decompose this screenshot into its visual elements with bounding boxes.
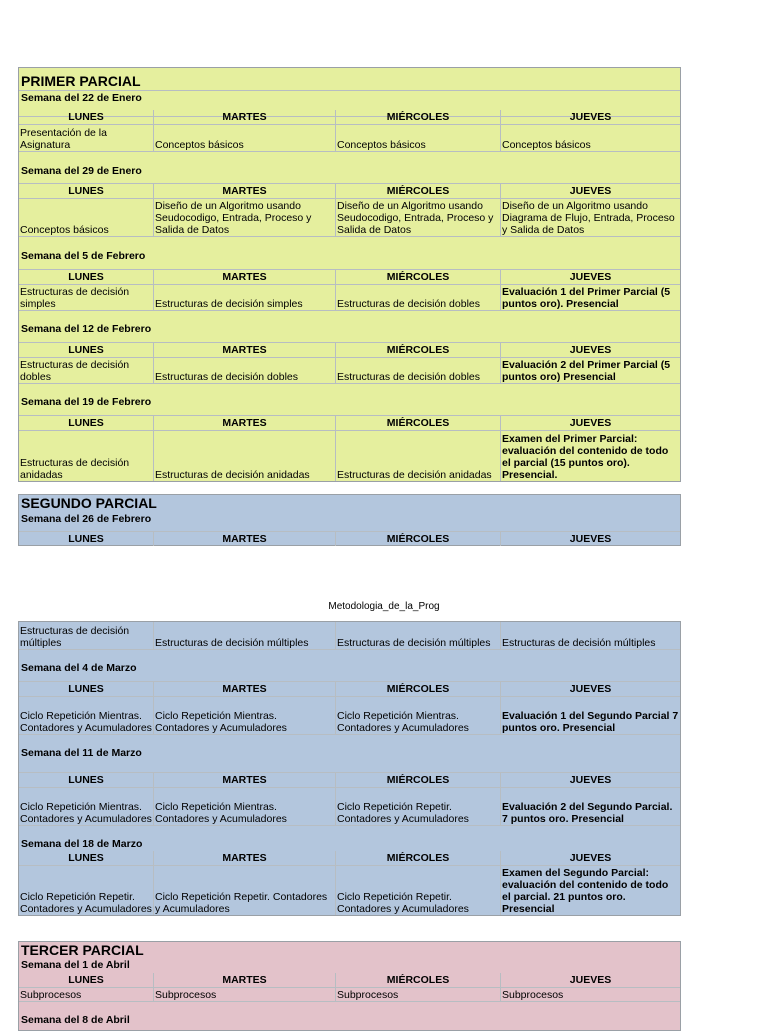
week-label: Semana del 12 de Febrero [21,323,152,335]
cell-jueves: Evaluación 2 del Segundo Parcial. 7 puntos oro. Presencial [502,801,673,825]
day-header-miercoles: MIÉRCOLES [336,682,501,696]
cell-martes: Estructuras de decisión múltiples [154,622,336,649]
segundo-parcial-continued-block [18,621,681,916]
cell-martes: Conceptos básicos [154,124,336,151]
segundo-parcial-block [18,494,681,546]
day-header-miercoles: MIÉRCOLES [336,532,501,546]
day-header-lunes: LUNES [19,532,154,546]
day-header-martes: MARTES [154,532,336,546]
cell-miercoles: Conceptos básicos [336,124,501,151]
cell-miercoles: Ciclo Repetición Repetir. Contadores y Acumuladores [336,865,501,915]
cell-jueves: Evaluación 1 del Primer Parcial (5 puntos oro). Presencial [502,286,671,310]
day-header-martes: MARTES [154,851,336,865]
day-header-jueves: JUEVES [569,344,612,356]
day-header-jueves: JUEVES [569,271,612,283]
week-label: Semana del 29 de Enero [21,165,142,177]
cell-martes: Ciclo Repetición Mientras. Contadores y Acumuladores [154,695,336,734]
day-header-jueves: JUEVES [569,683,612,695]
day-header-miercoles: MIÉRCOLES [336,851,501,865]
day-header-lunes: LUNES [19,773,154,787]
schedule-row [19,865,680,915]
day-header-miercoles: MIÉRCOLES [336,343,501,357]
week-label: Semana del 5 de Febrero [21,250,146,262]
section-title: TERCER PARCIAL [21,942,144,958]
day-header-martes: MARTES [154,773,336,787]
day-header-martes: MARTES [154,682,336,696]
primer-parcial-block [18,67,681,482]
day-header-miercoles: MIÉRCOLES [336,416,501,430]
cell-jueves: Diseño de un Algoritmo usando Diagrama de Flujo, Entrada, Proceso y Salida de Datos [502,200,675,236]
day-header-row [19,851,680,866]
day-header-martes: MARTES [154,343,336,357]
section-title: SEGUNDO PARCIAL [21,495,157,511]
cell-lunes: Estructuras de decisión dobles [19,356,154,383]
cell-martes: Estructuras de decisión dobles [154,356,336,383]
cell-jueves: Evaluación 2 del Primer Parcial (5 puntos oro) Presencial [502,359,671,383]
tercer-parcial-block [18,941,681,1031]
cell-jueves: Examen del Primer Parcial: evaluación del contenido de todo el parcial (15 puntos oro). Presencial. [502,433,669,481]
cell-jueves: Evaluación 1 del Segundo Parcial 7 puntos oro. Presencial [502,710,679,734]
cell-lunes: Estructuras de decisión simples [19,283,154,310]
day-header-jueves: JUEVES [569,974,612,986]
section-title: PRIMER PARCIAL [21,73,141,89]
cell-miercoles: Ciclo Repetición Repetir. Contadores y Acumuladores [336,786,501,825]
cell-lunes: Ciclo Repetición Mientras. Contadores y Acumuladores [19,786,154,825]
day-header-lunes: LUNES [19,270,154,284]
cell-miercoles: Estructuras de decisión múltiples [336,622,501,649]
cell-lunes: Estructuras de decisión múltiples [19,622,154,649]
schedule-row [19,356,680,384]
day-header-jueves: JUEVES [569,417,612,429]
day-header-lunes: LUNES [19,851,154,865]
day-header-martes: MARTES [154,416,336,430]
cell-miercoles: Estructuras de decisión anidadas [336,429,501,481]
day-header-lunes: LUNES [19,682,154,696]
cell-lunes: Ciclo Repetición Repetir. Contadores y Acumuladores [19,865,154,915]
cell-lunes: Presentación de la Asignatura [19,124,154,151]
week-label: Semana del 8 de Abril [21,1014,130,1026]
week-label: Semana del 22 de Enero [21,92,142,104]
schedule-row [19,124,680,152]
day-header-jueves: JUEVES [569,111,612,123]
day-header-martes: MARTES [154,110,336,124]
day-header-lunes: LUNES [19,416,154,430]
schedule-row [19,786,680,826]
schedule-row [19,695,680,735]
cell-martes: Estructuras de decisión anidadas [154,429,336,481]
week-label: Semana del 19 de Febrero [21,396,152,408]
day-header-lunes: LUNES [19,184,154,198]
cell-miercoles: Estructuras de decisión dobles [336,283,501,310]
cell-jueves: Examen del Segundo Parcial: evaluación del contenido de todo el parcial. 21 puntos oro. Presencial [502,867,669,915]
schedule-row [19,429,680,481]
cell-jueves: Estructuras de decisión múltiples [502,637,656,649]
day-header-row [19,110,680,125]
day-header-miercoles: MIÉRCOLES [336,973,501,987]
day-header-jueves: JUEVES [569,852,612,864]
day-header-row [19,531,680,546]
cell-miercoles: Ciclo Repetición Mientras. Contadores y Acumuladores [336,695,501,734]
week-label: Semana del 4 de Marzo [21,662,137,674]
day-header-miercoles: MIÉRCOLES [336,270,501,284]
day-header-lunes: LUNES [19,110,154,124]
schedule-row [19,197,680,237]
cell-jueves: Subprocesos [502,989,564,1001]
day-header-jueves: JUEVES [569,774,612,786]
cell-lunes: Estructuras de decisión anidadas [19,429,154,481]
cell-jueves: Conceptos básicos [502,139,591,151]
day-header-row [19,973,680,988]
day-header-miercoles: MIÉRCOLES [336,773,501,787]
cell-miercoles: Diseño de un Algoritmo usando Seudocodigo, Entrada, Proceso y Salida de Datos [336,197,501,236]
cell-martes: Diseño de un Algoritmo usando Seudocodigo, Entrada, Proceso y Salida de Datos [154,197,336,236]
primer-parcial-title-row [19,68,680,91]
week-label: Semana del 1 de Abril [21,959,130,971]
day-header-martes: MARTES [154,270,336,284]
day-header-jueves: JUEVES [569,533,612,545]
cell-lunes: Ciclo Repetición Mientras. Contadores y Acumuladores [19,695,154,734]
page-footer: Metodologia_de_la_Prog [328,601,440,612]
schedule-row [19,622,680,650]
week-label: Semana del 18 de Marzo [21,838,143,850]
day-header-lunes: LUNES [19,973,154,987]
cell-martes: Estructuras de decisión simples [154,283,336,310]
day-header-martes: MARTES [154,973,336,987]
week-label: Semana del 26 de Febrero [21,513,152,525]
schedule-row [19,987,680,1002]
cell-miercoles: Estructuras de decisión dobles [336,356,501,383]
schedule-row [19,283,680,311]
cell-martes: Ciclo Repetición Repetir. Contadores y Acumuladores [154,865,336,915]
day-header-jueves: JUEVES [569,185,612,197]
cell-martes: Ciclo Repetición Mientras. Contadores y Acumuladores [154,786,336,825]
day-header-miercoles: MIÉRCOLES [336,184,501,198]
day-header-lunes: LUNES [19,343,154,357]
day-header-miercoles: MIÉRCOLES [336,110,501,124]
day-header-martes: MARTES [154,184,336,198]
cell-martes: Subprocesos [154,987,336,1001]
week-label: Semana del 11 de Marzo [21,747,142,759]
cell-miercoles: Subprocesos [336,987,501,1001]
cell-lunes: Conceptos básicos [19,197,154,236]
cell-lunes: Subprocesos [19,987,154,1001]
